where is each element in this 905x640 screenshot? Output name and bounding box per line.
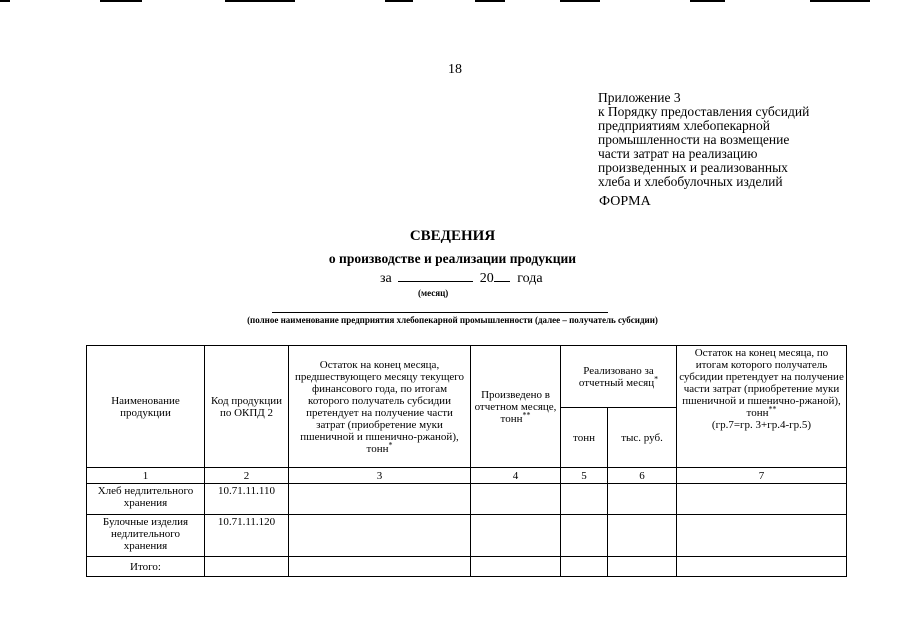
- header-remainder-end: Остаток на конец месяца, по итогам которого получатель субсидии претендует на получение части затрат (приобретение муки пшеничной и пшенично-ржаной), тонн** (гр.7=гр. 3+гр.4-гр.5): [677, 346, 847, 468]
- total-cell[interactable]: [561, 557, 608, 577]
- organization-caption: (полное наименование предприятия хлебопекарной промышленности (далее – получатель субсидии): [247, 315, 658, 325]
- appendix-line: к Порядку предоставления субсидий: [598, 104, 810, 119]
- appendix-line: произведенных и реализованных: [598, 160, 788, 175]
- period-prefix: за: [380, 271, 392, 286]
- header-remainder-start: Остаток на конец месяца, предшествующего месяцу текущего финансового года, по итогам которого получатель субсидии претендует на получение части затрат (приобретение муки пшеничной и пшенично-ржаной), тонн*: [289, 346, 471, 468]
- scan-edge-mark: [690, 0, 725, 2]
- month-blank-field[interactable]: [398, 269, 473, 282]
- cell-sold-tons[interactable]: [561, 515, 608, 557]
- year-prefix: 20: [479, 271, 494, 286]
- cell-sold-tons[interactable]: [561, 484, 608, 515]
- scan-edge-mark: [100, 0, 142, 2]
- cell-remainder-start[interactable]: [289, 515, 471, 557]
- appendix-block: [598, 91, 809, 189]
- scan-edge-mark: [810, 0, 870, 2]
- cell-produced[interactable]: [471, 484, 561, 515]
- row-product-code: 10.71.11.110: [205, 484, 289, 515]
- organization-name-field[interactable]: [272, 312, 608, 313]
- total-row: [87, 557, 847, 577]
- period-line: [380, 269, 543, 287]
- cell-sold-rub[interactable]: [608, 484, 677, 515]
- scan-edge-mark: [475, 0, 505, 2]
- total-cell[interactable]: [471, 557, 561, 577]
- total-cell[interactable]: [608, 557, 677, 577]
- page-number: 18: [448, 62, 462, 77]
- cell-produced[interactable]: [471, 515, 561, 557]
- total-cell[interactable]: [205, 557, 289, 577]
- scan-edge-mark: [225, 0, 295, 2]
- appendix-line: предприятиям хлебопекарной: [598, 118, 770, 133]
- column-number: 7: [677, 468, 847, 484]
- column-number: 4: [471, 468, 561, 484]
- cell-remainder-start[interactable]: [289, 484, 471, 515]
- header-sold-rub: тыс. руб.: [608, 408, 677, 468]
- cell-remainder-end[interactable]: [677, 484, 847, 515]
- header-product-code: Код продукции по ОКПД 2: [205, 346, 289, 468]
- scan-edge-mark: [385, 0, 413, 2]
- table-row: [87, 515, 847, 557]
- month-caption: (месяц): [418, 288, 449, 298]
- production-report-table: [86, 345, 847, 577]
- column-number: 3: [289, 468, 471, 484]
- row-product-code: 10.71.11.120: [205, 515, 289, 557]
- total-label: Итого:: [87, 557, 205, 577]
- scan-edge-mark: [560, 0, 600, 2]
- header-sold: Реализовано за отчетный месяц*: [561, 346, 677, 408]
- year-blank-field[interactable]: [494, 269, 510, 282]
- column-number: 6: [608, 468, 677, 484]
- table-row: [87, 484, 847, 515]
- appendix-line: части затрат на реализацию: [598, 146, 758, 161]
- total-cell[interactable]: [289, 557, 471, 577]
- document-subtitle: о производстве и реализации продукции: [328, 251, 577, 266]
- total-cell[interactable]: [677, 557, 847, 577]
- header-sold-tons: тонн: [561, 408, 608, 468]
- column-number: 1: [87, 468, 205, 484]
- row-product-name: Хлеб недлительного хранения: [87, 484, 205, 515]
- cell-remainder-end[interactable]: [677, 515, 847, 557]
- appendix-line: хлеба и хлебобулочных изделий: [598, 174, 783, 189]
- column-number: 2: [205, 468, 289, 484]
- cell-sold-rub[interactable]: [608, 515, 677, 557]
- column-number: 5: [561, 468, 608, 484]
- row-product-name: Булочные изделия недлительного хранения: [87, 515, 205, 557]
- form-label: ФОРМА: [599, 194, 651, 209]
- header-produced: Произведено в отчетном месяце, тонн**: [471, 346, 561, 468]
- document-title: СВЕДЕНИЯ: [409, 228, 496, 244]
- scan-edge-mark: [0, 0, 10, 2]
- header-product-name: Наименование продукции: [87, 346, 205, 468]
- appendix-line: Приложение 3: [598, 90, 681, 105]
- period-suffix: года: [517, 271, 543, 286]
- appendix-line: промышленности на возмещение: [598, 132, 790, 147]
